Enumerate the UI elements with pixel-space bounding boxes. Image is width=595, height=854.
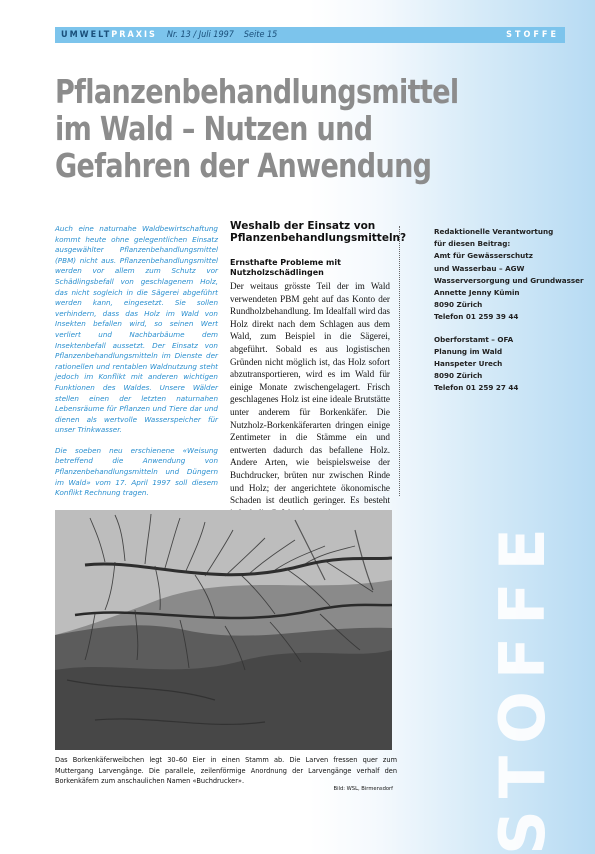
credit-line: für diesen Beitrag: [434,239,511,249]
section-tag: STOFFE [506,30,559,40]
credit-line: Redaktionelle Verantwortung [434,227,554,236]
lead-column [55,224,218,509]
article-column [230,220,407,519]
credit-line: Wasserversorgung und Grundwasser [434,275,584,285]
credit-line: Annette Jenny Kümin [434,288,520,298]
title-line-2: im Wald – Nutzen und [55,109,373,148]
brand-praxis: PRAXIS [111,30,157,40]
photo-illustration [55,510,392,750]
credits-box [434,226,584,395]
credit-line: 8090 Zürich [434,371,483,381]
credit-line: Oberforstamt – OFA [434,334,514,344]
credit-line: Amt für Gewässerschutz [434,251,533,261]
credit-line: Planung im Wald [434,346,503,356]
credit-line: Telefon 01 259 27 44 [434,383,519,393]
article-body: Der weitaus grösste Teil der im Wald verwendeten PBM geht auf das Konto der Rundholzbehandlung. Im Idealfall wird das Holz direkt nach dem Schlagen aus dem Wald, zum Beispiel in die Sägerei, abgeführt. Sobald es aus logistischen Gründen nicht möglich ist, das Holz sofort abzutransportieren, wird es im Wald für einige Monate zwischengelagert. Frisch geschlagenes Holz ist eine ideale Brutstätte unter anderem für Borkenkäfer. Die Nutzholz-Borkenkäferarten dringen einige Zentimeter in die Stämme ein und entwerten dadurch das befallene Holz. Andere Arten, wie beispielsweise der Buchdrucker, brüten nur zwischen Rinde und Holz; der angerichtete ökonomische Schaden ist deutlich geringer. Es besteht [230,281,390,506]
lead-paragraph-2: Die soeben neu erschienene «Weisung betreffend die Anwendung von Pflanzenbehandlungsmitteln und Düngern im Wald» vom 17. April 1997 soll diesem Konflikt Rechnung tragen. [55,445,218,498]
article-heading: Weshalb der Einsatz von Pflanzenbehandlungsmitteln? [230,220,407,244]
lead-paragraph-1: Auch eine naturnahe Waldbewirtschaftung kommt heute ohne gelegentlichen Einsatz ausgewählter Pflanzenbehandlungsmittel (PBM) nicht aus. Pflanzenbehandlungsmittel werden vor allem zum Schutz vor Schädlingsbefall von geschlagenem Holz, das nicht sogleich in die Sägerei abgeführt werden kann, eingesetzt. Sie sollen verhindern, dass das Holz im Wald von Insekten befallen wird, so seinen Wert verliert und Nachbarbäume dem Insektenbefall aussetzt. Der Einsatz von Pflanzenbehandlungsmitteln im Dienste der rationellen und rentablen Waldnutzung steht jedoch im Konflikt mit anderen wichtigen Funktionen des Waldes. Unsere Wälder stellen einen der letzten naturnahen Lebensräume für Pflanzen und Tiere dar und dienen als wertvolle Wasserspeicher für unser Trinkwasser. [55,224,218,435]
photo-credit: Bild: WSL, Birmensdorf [333,786,393,792]
section-watermark [482,515,562,854]
article-title [55,72,459,185]
title-line-1: Pflanzenbehandlungsmittel [55,72,459,111]
credit-line: Telefon 01 259 39 44 [434,312,519,322]
photo-caption: Das Borkenkäferweibchen legt 30–60 Eier in einen Stamm ab. Die Larven fressen quer zum Muttergang Larvengänge. Die parallele, zeilenförmige Anordnung der Larvengänge verhalf den Borkenkäfern zum anschaulichen Namen «Buchdrucker». [55,756,397,785]
section-watermark-text: STOFFE [485,515,559,854]
credit-line: 8090 Zürich [434,300,483,310]
issue-number: Nr. 13 / Juli 1997 [166,30,234,40]
title-line-3: Gefahren der Anwendung [55,146,432,185]
article-subheading: Ernsthafte Probleme mit Nutzholzschädlingen [230,258,341,277]
brand-umwelt: UMWELT [61,30,112,40]
column-divider [399,226,400,496]
page-number: Seite 15 [243,30,278,40]
bark-beetle-galleries-photo [55,510,392,750]
credits-spacer [434,324,584,334]
credit-line: und Wasserbau – AGW [434,263,525,273]
credit-line: Hanspeter Urech [434,359,503,369]
header-bar [55,27,565,43]
